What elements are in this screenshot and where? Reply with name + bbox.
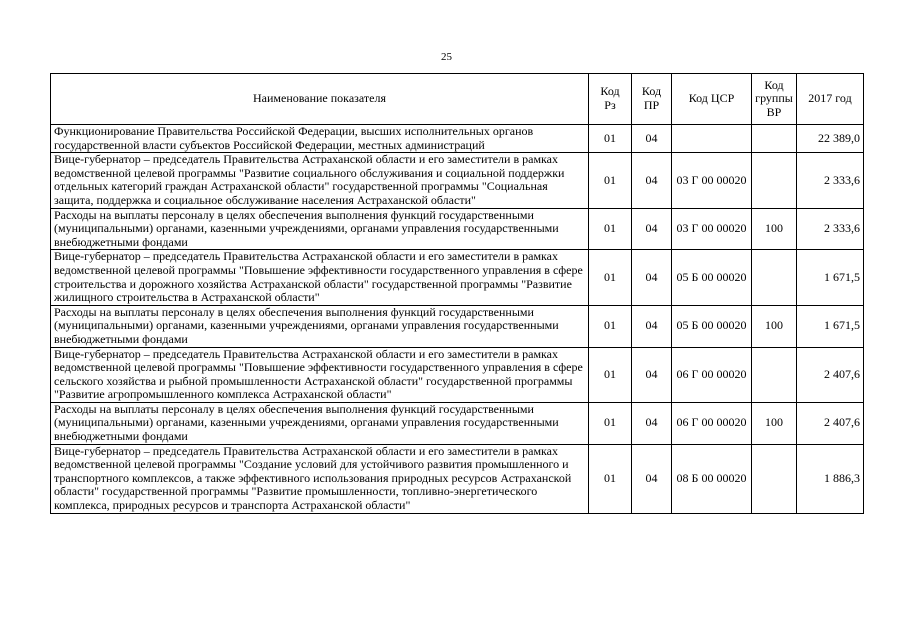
row-pr: 04 [632,402,672,444]
page-number: 25 [441,51,452,63]
table-row [51,153,864,208]
header-vr [752,74,797,125]
table-row [51,250,864,305]
row-rz: 01 [589,347,632,402]
row-pr: 04 [632,347,672,402]
row-pr: 04 [632,305,672,347]
row-pr: 04 [632,125,672,153]
row-pr: 04 [632,208,672,250]
row-csr: 03 Г 00 00020 [672,208,752,250]
row-vr [752,444,797,513]
row-csr: 03 Г 00 00020 [672,153,752,208]
header-name: Наименование показателя [51,74,589,125]
row-pr: 04 [632,250,672,305]
row-vr [752,250,797,305]
table-row [51,125,864,153]
row-name: Функционирование Правительства Российской Федерации, высших исполнительных органов государственной власти субъектов Российской Федерации, местных администраций [51,125,589,153]
header-vr-line3: ВР [766,104,782,119]
header-rz-line1: Код [600,84,620,99]
row-amount: 2 407,6 [797,402,864,444]
header-pr-line2: ПР [643,98,660,112]
row-amount: 2 407,6 [797,347,864,402]
row-name: Расходы на выплаты персоналу в целях обеспечения выполнения функций государственными (муниципальными) органами, казенными учреждениями, органами управления государственными внебюджетными фондами [51,402,589,444]
row-csr: 05 Б 00 00020 [672,250,752,305]
row-name: Вице-губернатор – председатель Правительства Астраханской области и его заместители в рамках ведомственной целевой программы "Создание условий для устойчивого развития промышленного и транспортного комплексов, а также эффективного использования природных ресурсов Астраханской области" государственной программы "Развитие промышленности, топливно-энергетического комплекса, природных ресурсов и транспорта Астраханской области" [51,444,589,513]
row-name: Вице-губернатор – председатель Правительства Астраханской области и его заместители в рамках ведомственной целевой программы "Развитие социального обслуживания и социальной поддержки отдельных категорий граждан Астраханской области" государственной программы "Социальная защита, поддержка и социальное обслуживание населения Астраханской области" [51,153,589,208]
row-csr: 05 Б 00 00020 [672,305,752,347]
row-name: Вице-губернатор – председатель Правительства Астраханской области и его заместители в рамках ведомственной целевой программы "Повышение эффективности государственного управления в сфере строительства и дорожного хозяйства Астраханской области" государственной программы "Развитие жилищного строительства в Астраханской области" [51,250,589,305]
row-rz: 01 [589,402,632,444]
row-csr: 06 Г 00 00020 [672,402,752,444]
row-vr [752,125,797,153]
row-amount: 1 671,5 [797,305,864,347]
header-vr-line1: Код [764,77,784,92]
table-row [51,402,864,444]
header-year: 2017 год [797,74,864,125]
row-amount: 1 671,5 [797,250,864,305]
row-rz: 01 [589,250,632,305]
row-pr: 04 [632,153,672,208]
row-pr: 04 [632,444,672,513]
budget-table [50,73,864,514]
row-rz: 01 [589,208,632,250]
row-amount: 1 886,3 [797,444,864,513]
row-rz: 01 [589,444,632,513]
row-amount: 2 333,6 [797,208,864,250]
row-vr [752,153,797,208]
row-rz: 01 [589,125,632,153]
row-amount: 22 389,0 [797,125,864,153]
row-csr [672,125,752,153]
row-rz: 01 [589,305,632,347]
header-pr-line1: Код [641,84,662,99]
row-amount: 2 333,6 [797,153,864,208]
table-row [51,305,864,347]
table-row [51,347,864,402]
table-row [51,444,864,513]
row-rz: 01 [589,153,632,208]
row-csr: 08 Б 00 00020 [672,444,752,513]
row-vr [752,347,797,402]
row-vr: 100 [752,208,797,250]
row-name: Расходы на выплаты персоналу в целях обеспечения выполнения функций государственными (муниципальными) органами, казенными учреждениями, органами управления государственными внебюджетными фондами [51,305,589,347]
row-name: Расходы на выплаты персоналу в целях обеспечения выполнения функций государственными (муниципальными) органами, казенными учреждениями, органами управления государственными внебюджетными фондами [51,208,589,250]
header-vr-line2: группы [755,91,793,106]
table-header-row [51,74,864,125]
table-row [51,208,864,250]
row-csr: 06 Г 00 00020 [672,347,752,402]
header-csr: Код ЦСР [672,74,752,125]
header-rz-line2: Рз [604,98,616,112]
row-name: Вице-губернатор – председатель Правительства Астраханской области и его заместители в рамках ведомственной целевой программы "Повышение эффективности государственного управления в сфере сельского хозяйства и рыбной промышленности Астраханской области" государственной программы "Развитие агропромышленного комплекса Астраханской области" [51,347,589,402]
row-vr: 100 [752,305,797,347]
header-pr [632,74,672,125]
row-vr: 100 [752,402,797,444]
header-rz [589,74,632,125]
